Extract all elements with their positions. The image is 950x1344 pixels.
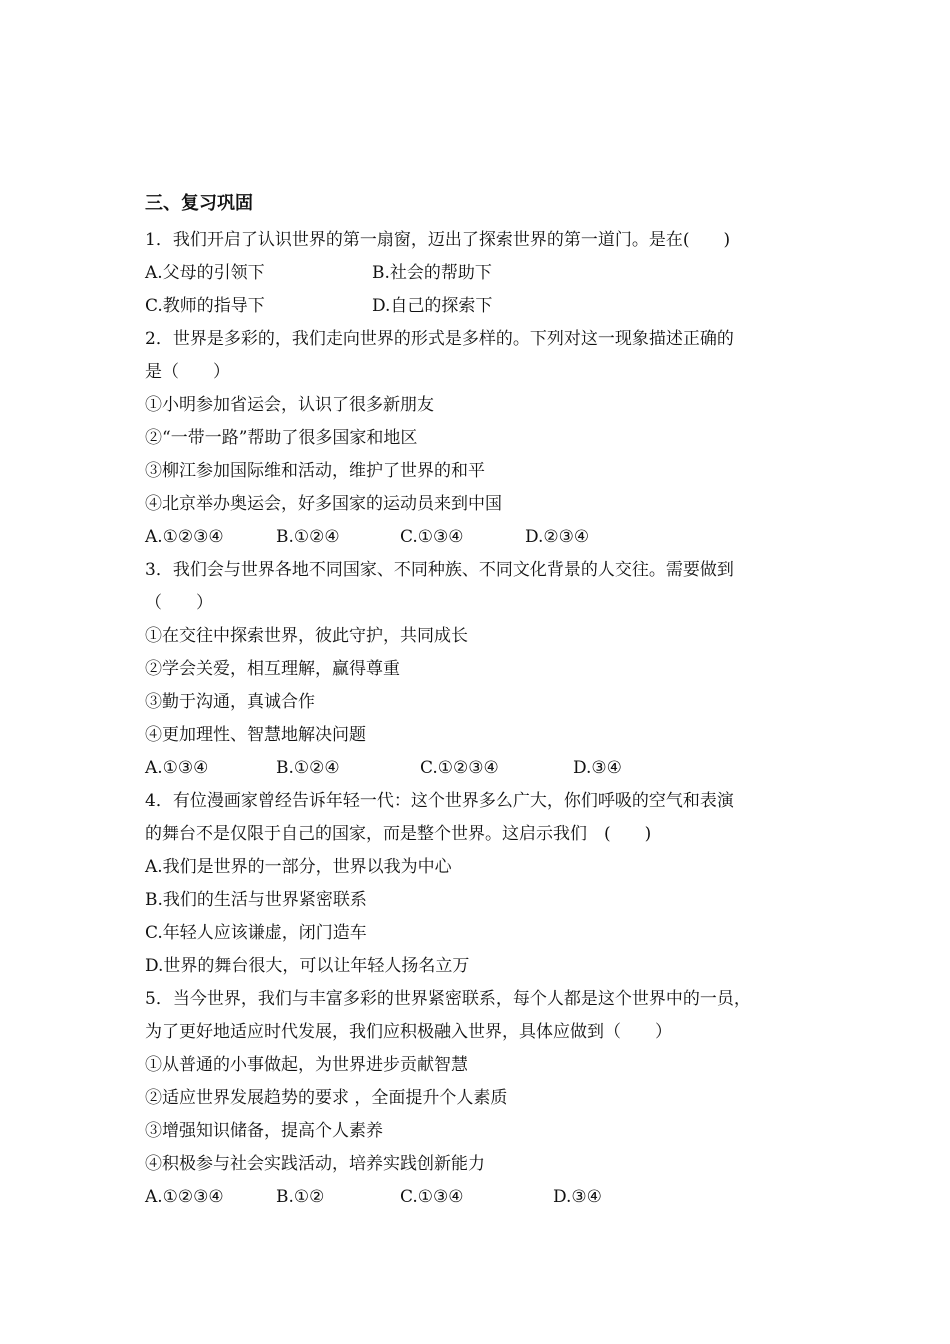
question-5-stem-line-2: 为了更好地适应时代发展，我们应积极融入世界，具体应做到（ ） xyxy=(145,1022,672,1042)
question-4-stem-line-2: 的舞台不是仅限于自己的国家，而是整个世界。这启示我们 ( ) xyxy=(145,824,652,844)
question-2-option-a: A.①②③④ xyxy=(145,527,224,547)
question-5-option-c: C.①③④ xyxy=(400,1187,464,1207)
question-3-item-2: ②学会关爱，相互理解，赢得尊重 xyxy=(145,659,400,679)
question-4-option-d: D.世界的舞台很大，可以让年轻人扬名立万 xyxy=(145,956,470,976)
question-5-option-d: D.③④ xyxy=(553,1187,602,1207)
question-5-option-a: A.①②③④ xyxy=(145,1187,224,1207)
question-3-option-a: A.①③④ xyxy=(145,758,209,778)
question-1-option-b: B.社会的帮助下 xyxy=(372,263,492,283)
question-5-option-b: B.①② xyxy=(276,1187,325,1207)
question-5-item-1: ①从普通的小事做起，为世界进步贡献智慧 xyxy=(145,1055,468,1075)
question-1-option-d: D.自己的探索下 xyxy=(372,296,493,316)
question-3-item-1: ①在交往中探索世界，彼此守护，共同成长 xyxy=(145,626,468,646)
question-2-item-4: ④北京举办奥运会，好多国家的运动员来到中国 xyxy=(145,494,502,514)
question-3-stem-line-2: （ ） xyxy=(145,593,213,613)
question-4-option-c: C.年轻人应该谦虚，闭门造车 xyxy=(145,923,367,943)
question-3-item-4: ④更加理性、智慧地解决问题 xyxy=(145,725,366,745)
question-2-stem-line-2: 是（ ） xyxy=(145,362,230,382)
question-1-option-c: C.教师的指导下 xyxy=(145,296,265,316)
question-3-item-3: ③勤于沟通，真诚合作 xyxy=(145,692,315,712)
section-title: 三、复习巩固 xyxy=(145,193,253,214)
question-2-option-d: D.②③④ xyxy=(525,527,590,547)
question-3-option-d: D.③④ xyxy=(573,758,622,778)
question-3-option-c: C.①②③④ xyxy=(420,758,499,778)
question-4-option-a: A.我们是世界的一部分，世界以我为中心 xyxy=(145,857,452,877)
question-2-option-c: C.①③④ xyxy=(400,527,464,547)
question-5-item-2: ②适应世界发展趋势的要求 ，全面提升个人素质 xyxy=(145,1088,508,1108)
question-2-stem-line-1: 2．世界是多彩的，我们走向世界的形式是多样的。下列对这一现象描述正确的 xyxy=(145,329,734,349)
question-2-option-b: B.①②④ xyxy=(276,527,340,547)
question-4-stem-line-1: 4．有位漫画家曾经告诉年轻一代：这个世界多么广大，你们呼吸的空气和表演 xyxy=(145,791,734,811)
question-3-stem-line-1: 3．我们会与世界各地不同国家、不同种族、不同文化背景的人交往。需要做到 xyxy=(145,560,734,580)
question-2-item-2: ②“一带一路”帮助了很多国家和地区 xyxy=(145,428,418,448)
question-5-item-3: ③增强知识储备，提高个人素养 xyxy=(145,1121,383,1141)
question-1-stem: 1．我们开启了认识世界的第一扇窗，迈出了探索世界的第一道门。是在( ) xyxy=(145,230,731,250)
question-2-item-3: ③柳江参加国际维和活动，维护了世界的和平 xyxy=(145,461,485,481)
question-5-stem-line-1: 5．当今世界，我们与丰富多彩的世界紧密联系，每个人都是这个世界中的一员， xyxy=(145,989,751,1009)
question-2-item-1: ①小明参加省运会，认识了很多新朋友 xyxy=(145,395,434,415)
question-5-item-4: ④积极参与社会实践活动，培养实践创新能力 xyxy=(145,1154,485,1174)
question-4-option-b: B.我们的生活与世界紧密联系 xyxy=(145,890,367,910)
question-3-option-b: B.①②④ xyxy=(276,758,340,778)
question-1-option-a: A.父母的引领下 xyxy=(145,263,265,283)
